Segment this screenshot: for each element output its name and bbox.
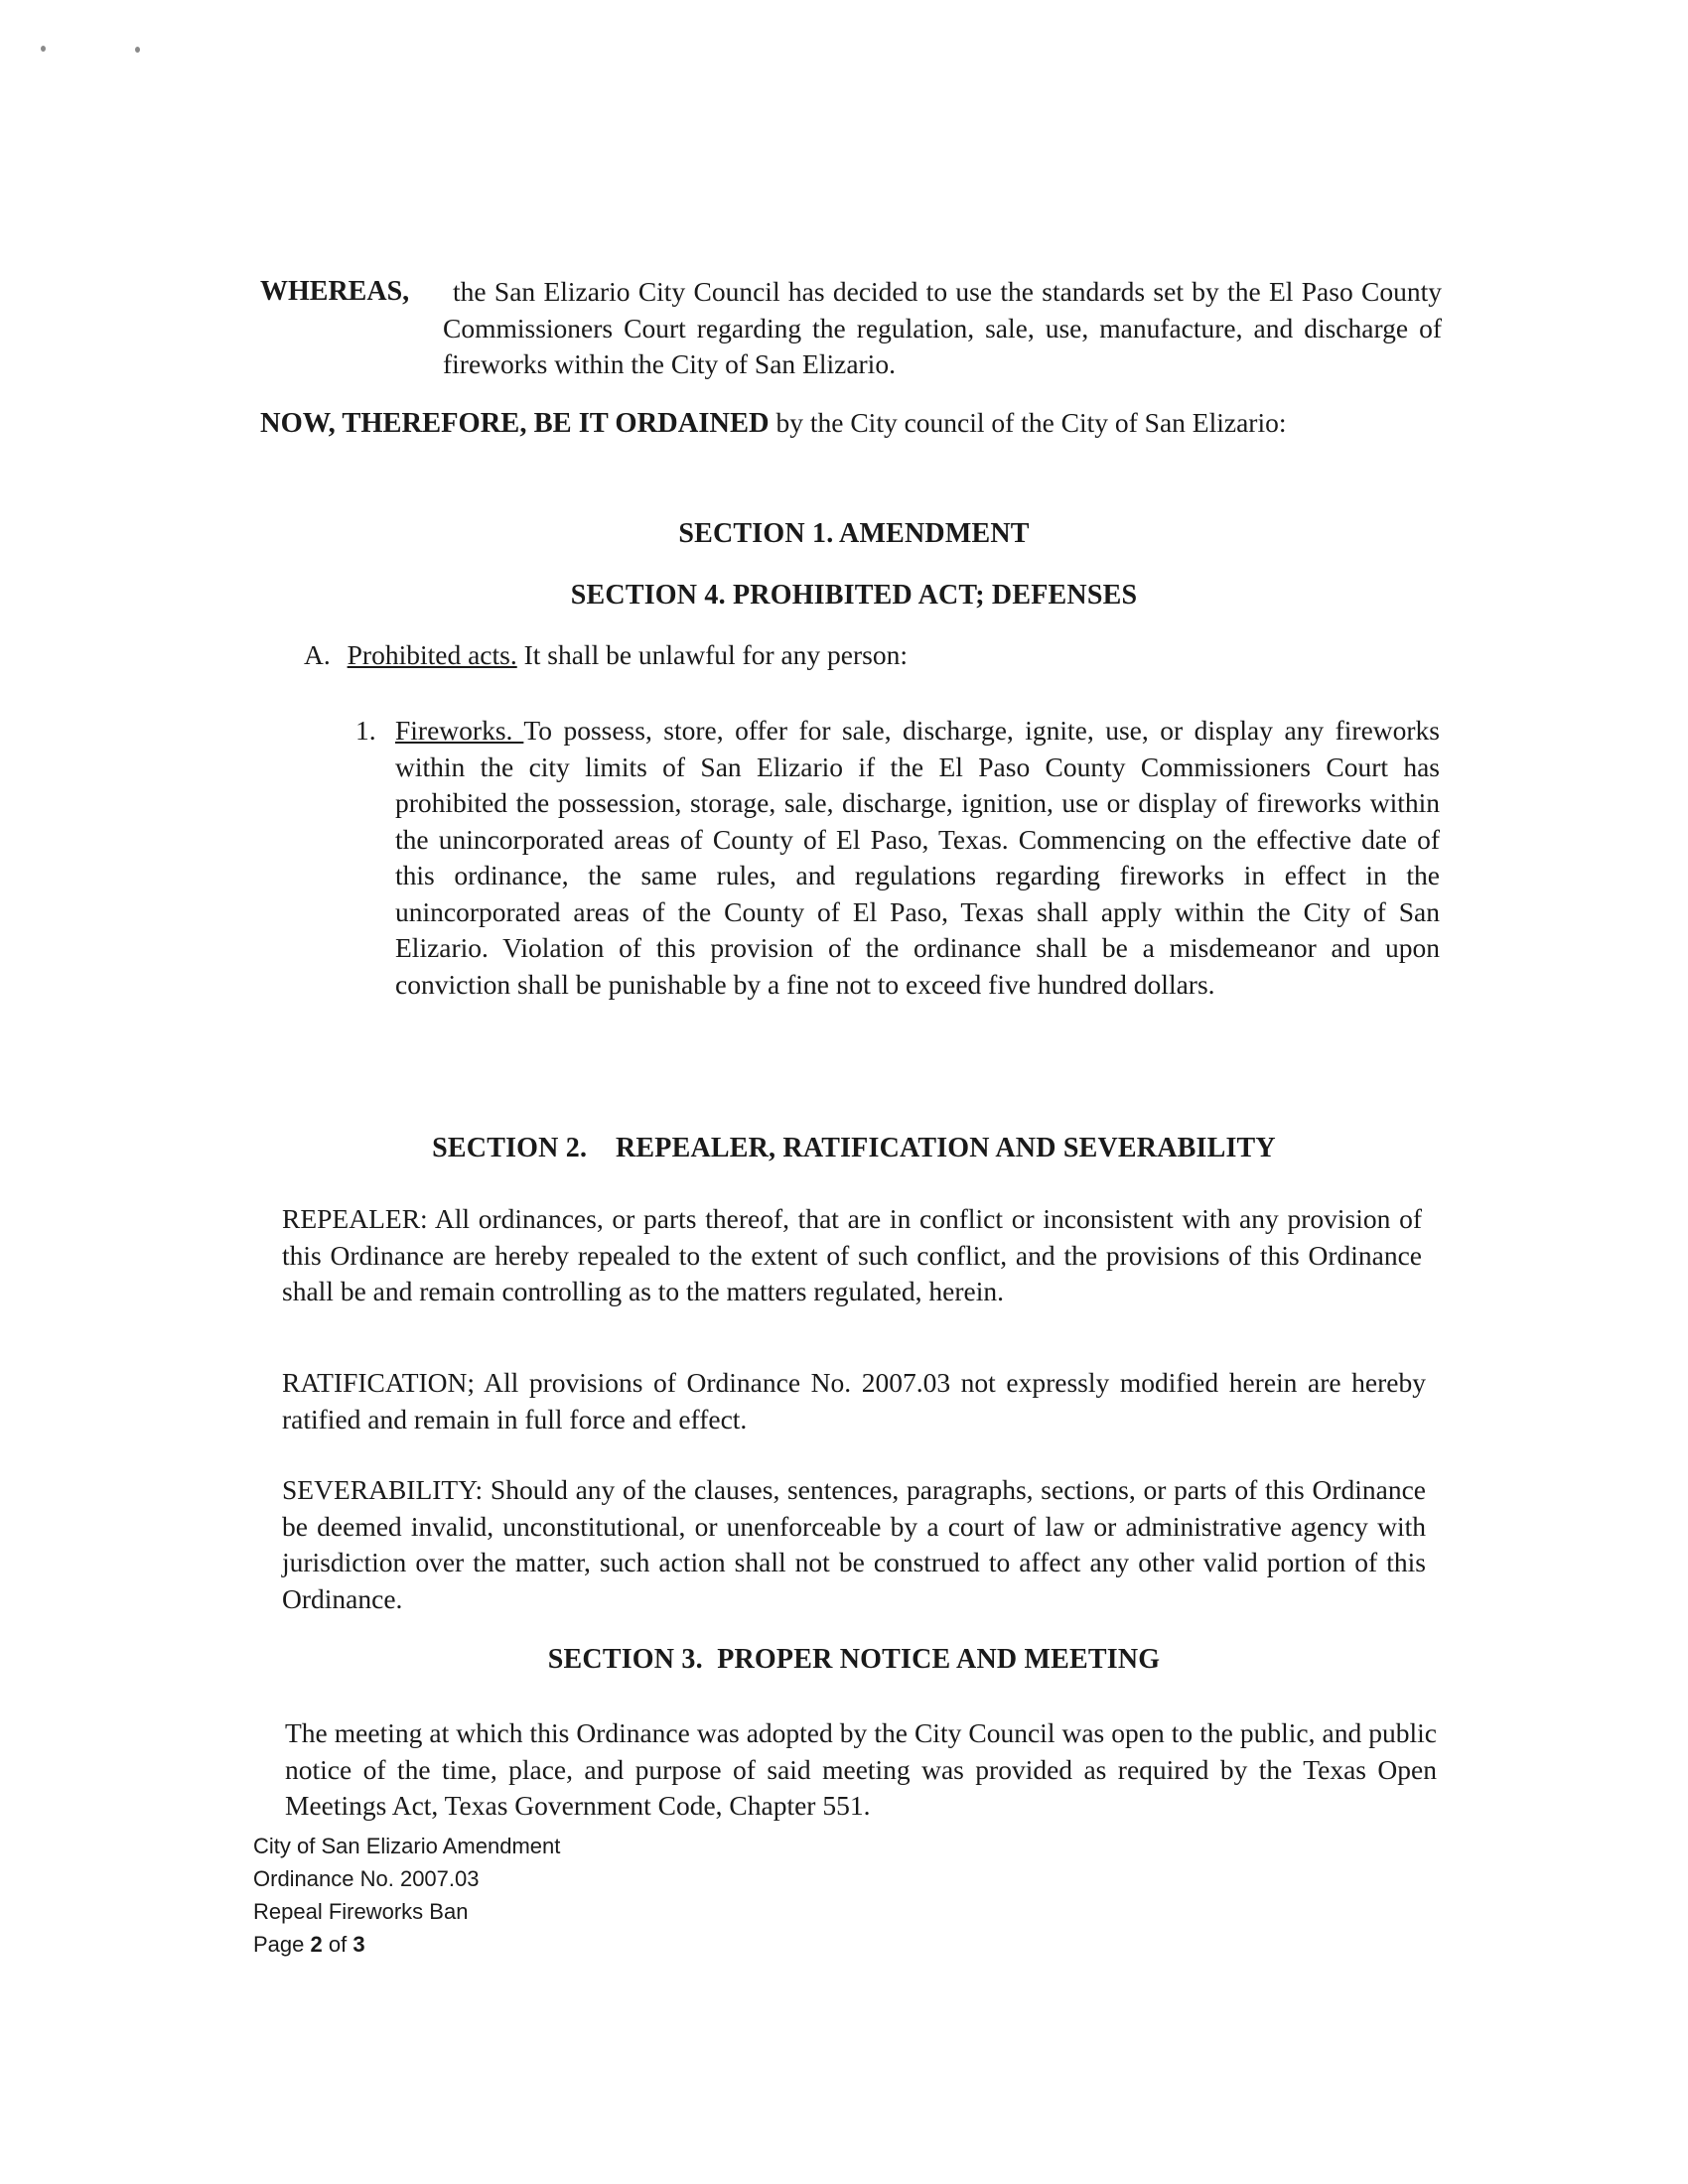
- item-1-paragraph: [395, 713, 1440, 1003]
- ordained-text: by the City council of the City of San Elizario:: [769, 407, 1287, 438]
- page-current: 2: [310, 1932, 323, 1957]
- footer-page-number: [253, 1928, 560, 1961]
- ordained-clause: [260, 405, 1452, 443]
- section-2-heading: SECTION 2. REPEALER, RATIFICATION AND SEVERABILITY: [432, 1133, 1276, 1163]
- item-1-marker: 1.: [355, 715, 376, 746]
- section-3-heading: SECTION 3. PROPER NOTICE AND MEETING: [547, 1644, 1161, 1675]
- whereas-text: the San Elizario City Council has decided to use the standards set by the El Paso County Commissioners Court regarding the regulation, sale, use, manufacture, and discharge of fireworks within the City of San Elizario.: [443, 276, 1442, 379]
- item-a-text: It shall be unlawful for any person:: [516, 639, 909, 670]
- ordained-label: NOW, THEREFORE, BE IT ORDAINED: [260, 408, 770, 439]
- scan-mark: [41, 46, 46, 52]
- whereas-label: WHEREAS,: [260, 276, 410, 307]
- page-prefix: Page: [253, 1932, 311, 1957]
- item-a: [304, 637, 1396, 674]
- footer-ordinance-number: Ordinance No. 2007.03: [253, 1866, 480, 1891]
- severability-paragraph: SEVERABILITY: Should any of the clauses, sentences, paragraphs, sections, or parts of this Ordinance be deemed invalid, unconstitutional, or unenforceable by a court of law or administrative agency with jurisdiction over the matter, such action shall not be construed to affect any other valid portion of this Ordinance.: [282, 1474, 1426, 1614]
- repealer-paragraph: REPEALER: All ordinances, or parts thereof, that are in conflict or inconsistent with any provision of this Ordinance are hereby repealed to the extent of such conflict, and the provisions of this Ordinance shall be and remain controlling as to the matters regulated, herein.: [282, 1203, 1422, 1306]
- footer-title: City of San Elizario Amendment: [253, 1834, 561, 1858]
- footer-subject: Repeal Fireworks Ban: [253, 1899, 469, 1924]
- page-of: of: [322, 1932, 353, 1957]
- item-1-text: To possess, store, offer for sale, discharge, ignite, use, or display any fireworks within the city limits of San Elizario if the El Paso County Commissioners Court has prohibited the possession, storage, sale, discharge, ignition, use or display of fireworks within the unincorporated areas of County of El Paso, Texas. Commencing on the effective date of this ordinance, the same rules, and regulations regarding fireworks in effect in the unincorporated areas of the County of El Paso, Texas shall apply within the City of San Elizario. Violation of this provision of the ordinance shall be a misdemeanor and upon conviction shall be punishable by a fine not to exceed five hundred dollars.: [395, 715, 1440, 1000]
- item-1-title: Fireworks.: [395, 715, 524, 746]
- notice-paragraph: The meeting at which this Ordinance was adopted by the City Council was open to the public, and public notice of the time, place, and purpose of said meeting was provided as required by the Texas Open Meetings Act, Texas Government Code, Chapter 551.: [285, 1717, 1437, 1821]
- ratification-paragraph: RATIFICATION; All provisions of Ordinance No. 2007.03 not expressly modified herein are hereby ratified and remain in full force and effect.: [282, 1367, 1426, 1434]
- item-1: [355, 713, 1440, 1003]
- section-1-heading: SECTION 1. AMENDMENT: [678, 518, 1030, 549]
- section-4-subheading: SECTION 4. PROHIBITED ACT; DEFENSES: [570, 580, 1138, 611]
- scan-mark: [135, 47, 140, 53]
- item-a-marker: A.: [304, 639, 331, 670]
- document-footer: [253, 1830, 560, 1961]
- whereas-clause: [260, 274, 1442, 383]
- page-total: 3: [352, 1932, 365, 1957]
- item-a-title: Prohibited acts.: [347, 639, 517, 670]
